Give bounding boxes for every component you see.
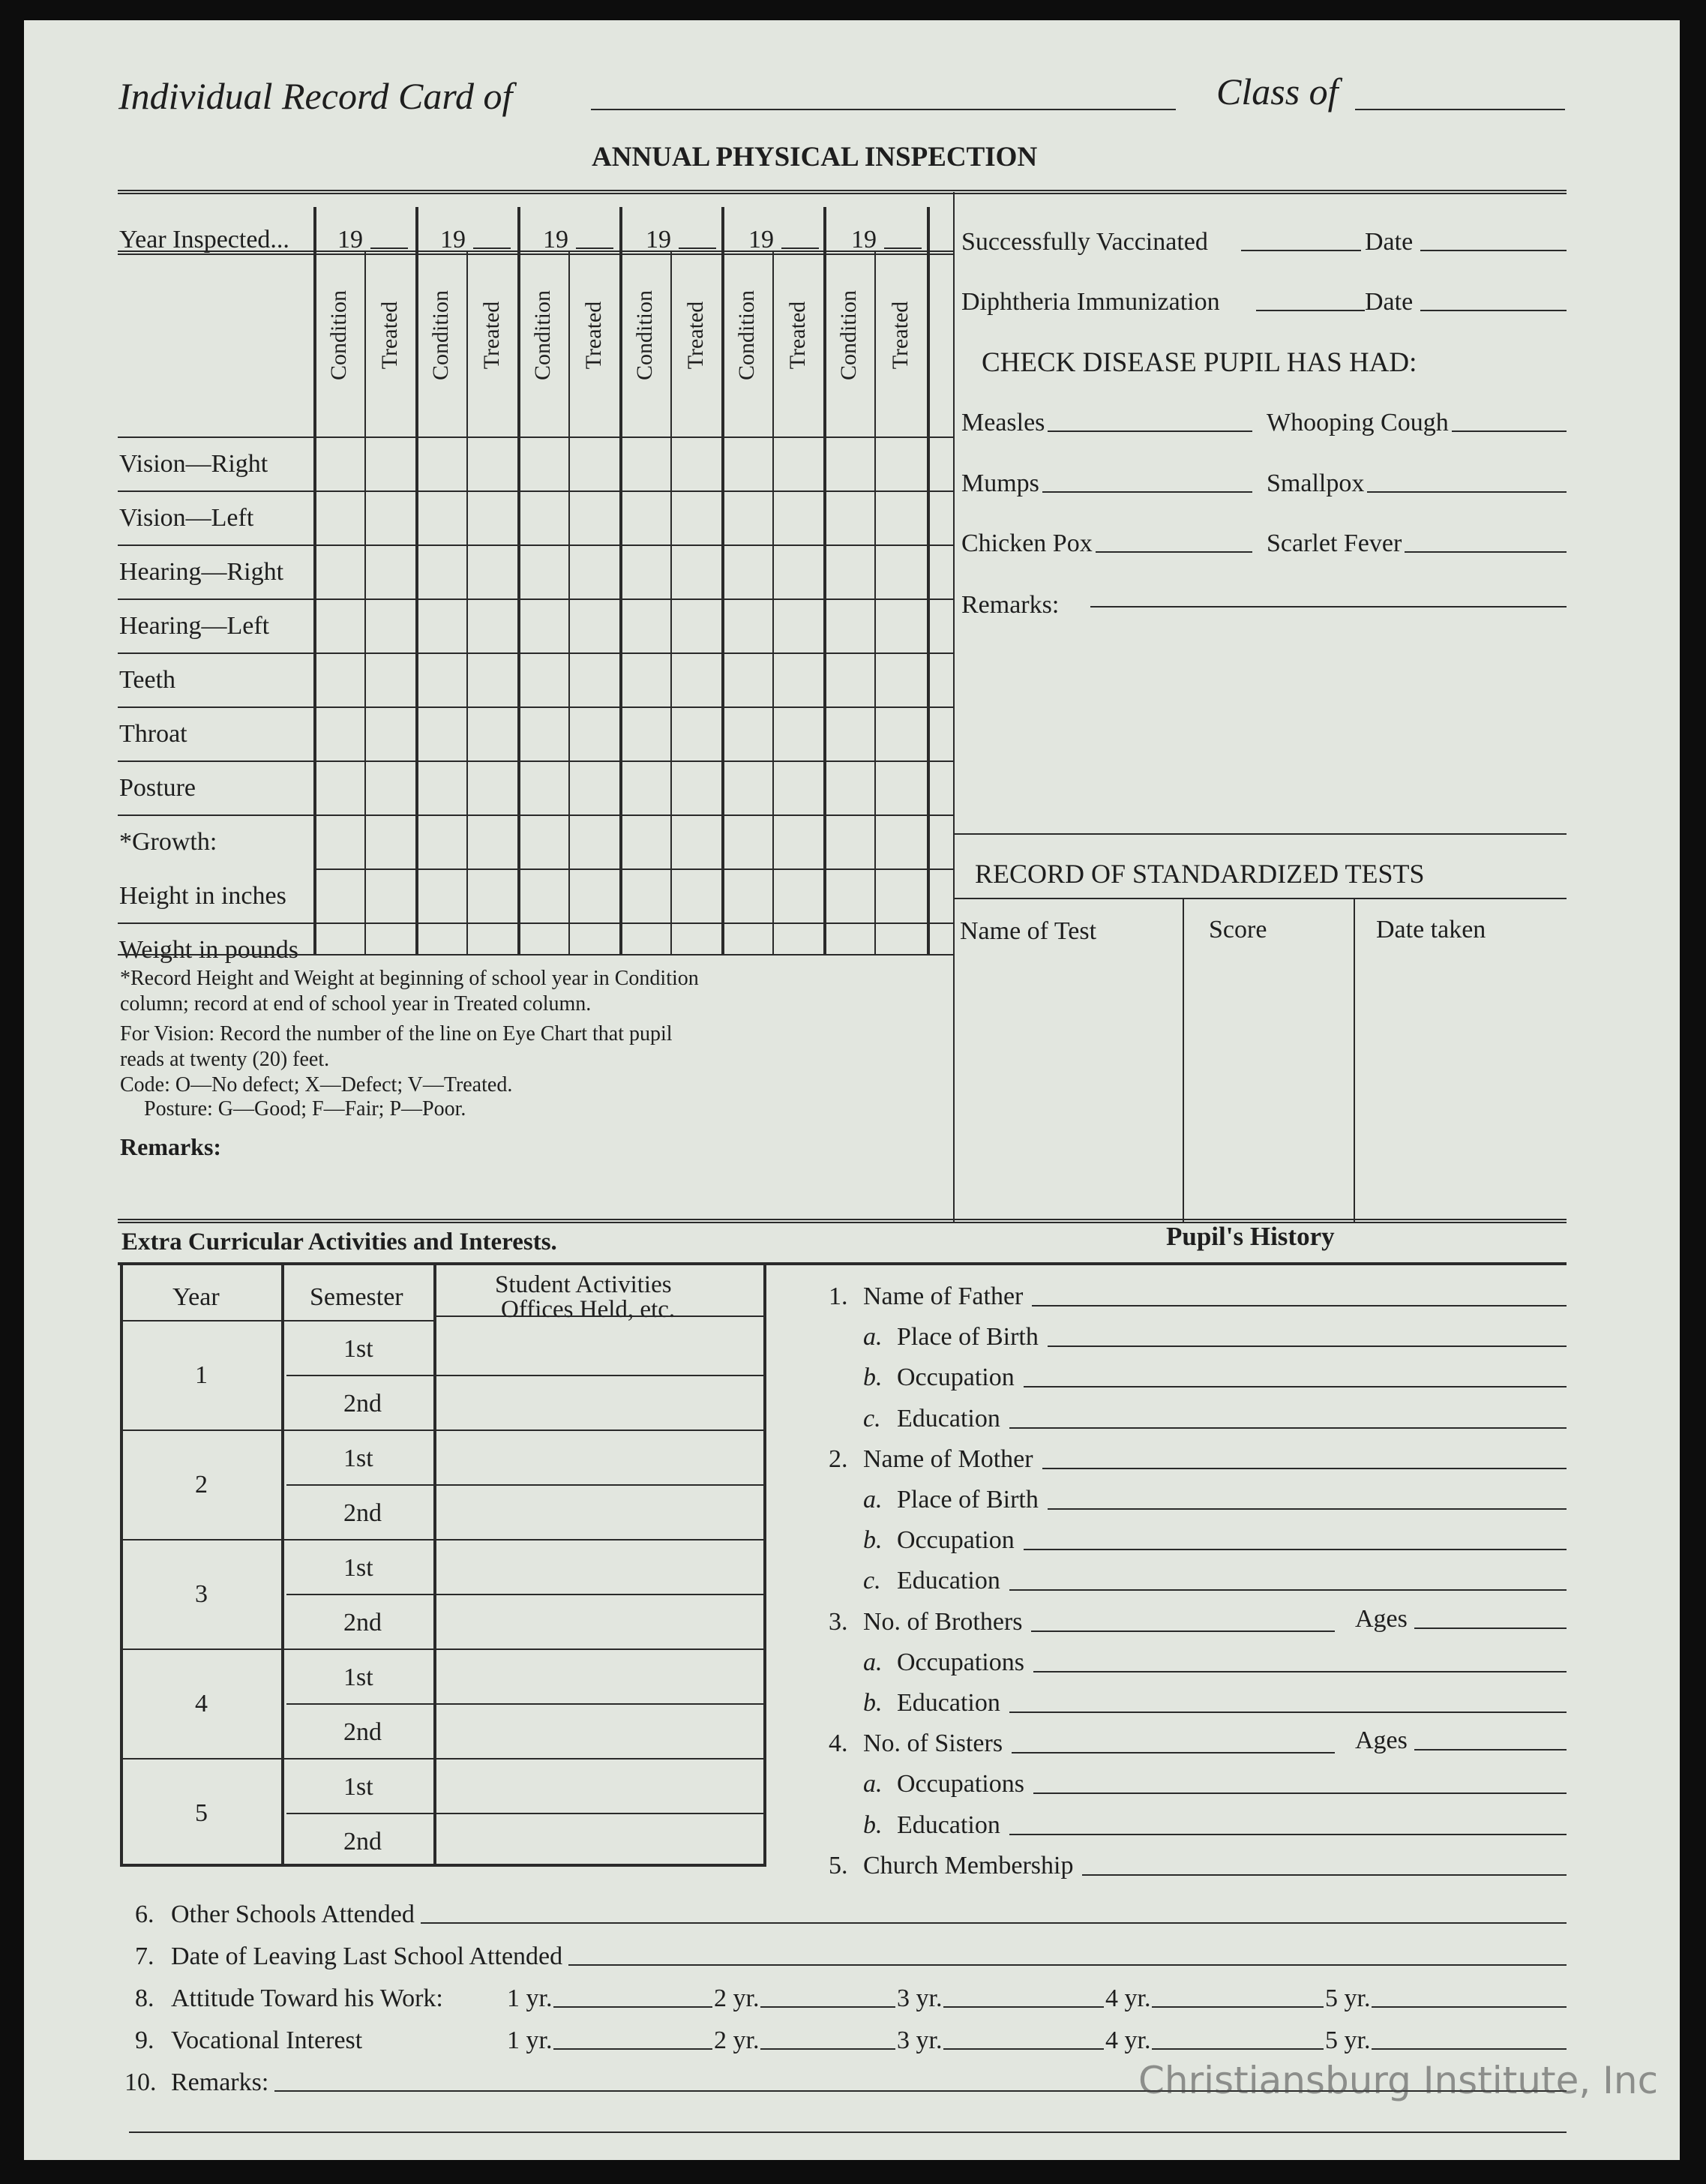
activity-row-rule [286,1375,763,1376]
bottom-item-number: 6. [135,1900,154,1928]
grid-row-line [313,868,953,870]
health-remarks-blank [1090,606,1567,608]
vaccinated-date-label: Date [1365,228,1414,256]
year-label: 19 [646,226,671,254]
disease-label: Mumps [961,470,1039,497]
year-blank [473,248,511,249]
year-slot-blank [760,2048,895,2050]
activities-col-label-1: Student Activities [495,1271,672,1298]
year-slot-label: 5 yr. [1325,2026,1371,2054]
history-item-number: a. [863,1486,883,1514]
activities-col-year: Year [172,1283,220,1311]
grid-row-line [118,490,953,492]
year-slot-blank [760,2006,895,2008]
activity-year-label: 1 [195,1361,208,1389]
year-label: 19 [440,226,466,254]
tests-col-name: Name of Test [960,917,1097,945]
activities-col-label-2: Offices Held, etc. [501,1296,676,1323]
year-slot-blank [1152,2006,1324,2008]
condition-col-header: Condition [530,290,555,381]
disease-label: Smallpox [1267,470,1365,497]
grid-column-line [517,207,520,954]
class-blank-line [1355,109,1565,110]
disease-blank [1048,430,1252,432]
history-blank [1009,1712,1567,1713]
history-ages-blank [1414,1749,1567,1750]
activities-header-rule [436,1316,763,1317]
inspection-row-label: Vision—Left [119,504,254,532]
vaccinated-blank [1241,250,1361,251]
tests-col-divider-2 [1354,898,1355,1222]
activity-semester-label: 2nd [343,1828,382,1856]
condition-col-header: Condition [326,290,351,381]
health-remarks-label: Remarks: [961,591,1060,619]
year-slot-label: 1 yr. [507,1984,553,2012]
inspection-row-label: Hearing—Right [119,558,284,586]
history-item-label: Occupation [897,1364,1015,1391]
grid-column-line [823,207,826,954]
history-item-label: Education [897,1689,1000,1717]
year-slot-label: 3 yr. [897,1984,943,2012]
history-ages-blank [1414,1628,1567,1629]
disease-blank [1367,491,1567,493]
check-disease-heading: CHECK DISEASE PUPIL HAS HAD: [982,347,1417,378]
grid-row-line [118,814,953,816]
treated-col-header: Treated [581,301,606,370]
diphtheria-label: Diphtheria Immunization [961,288,1220,316]
activity-semester-label: 1st [343,1335,373,1363]
bottom-item-blank [421,1922,1567,1924]
activities-col-divider-1 [281,1262,284,1865]
grid-column-line [874,250,876,954]
bottom-item-label: Other Schools Attended [171,1900,415,1928]
activity-semester-label: 2nd [343,1499,382,1527]
history-ages-label: Ages [1355,1726,1408,1754]
activities-col-semester: Semester [310,1283,403,1311]
history-blank [1082,1874,1567,1876]
grid-column-line [364,250,366,954]
activity-semester-label: 1st [343,1554,373,1582]
year-label: 19 [851,226,877,254]
history-blank [1024,1386,1567,1388]
history-item-number: 4. [829,1730,848,1757]
tests-top-rule [953,833,1567,835]
inspection-note-line: Posture: G—Good; F—Fair; P—Poor. [144,1097,466,1120]
tests-col-divider-1 [1183,898,1184,1222]
activities-header-rule [120,1320,281,1322]
year-slot-label: 4 yr. [1105,1984,1151,2012]
grid-column-line [927,207,930,954]
condition-col-header: Condition [836,290,861,381]
disease-blank [1452,430,1567,432]
grid-column-line [619,207,622,954]
bottom-item-number: 10. [124,2068,157,2096]
year-slot-label: 2 yr. [714,2026,760,2054]
treated-col-header: Treated [377,301,402,370]
activity-semester-label: 2nd [343,1609,382,1636]
remarks-extra-line [129,2132,1567,2133]
history-blank [1042,1468,1567,1469]
grid-row-line [118,436,953,438]
history-item-number: b. [863,1811,883,1839]
history-blank [1009,1589,1567,1591]
activity-semester-label: 1st [343,1664,373,1691]
activity-semester-label: 2nd [343,1718,382,1746]
diphtheria-date-blank [1420,310,1567,311]
bottom-item-label: Attitude Toward his Work: [171,1984,443,2012]
record-card [24,20,1680,2160]
history-item-label: Place of Birth [897,1486,1039,1514]
vaccinated-label: Successfully Vaccinated [961,228,1208,256]
disease-blank [1042,491,1252,493]
diphtheria-date-label: Date [1365,288,1414,316]
year-slot-blank [1372,2006,1567,2008]
activity-year-label: 4 [195,1690,208,1718]
year-blank [679,248,716,249]
year-label: 19 [748,226,774,254]
class-of-label: Class of [1216,70,1339,112]
history-item-number: a. [863,1770,883,1798]
history-blank [1048,1346,1567,1347]
activities-heading: Extra Curricular Activities and Interests. [121,1228,557,1256]
history-item-number: 5. [829,1852,848,1880]
treated-col-header: Treated [479,301,504,370]
year-slot-blank [553,2048,712,2050]
year-slot-blank [1152,2048,1324,2050]
year-blank [576,248,613,249]
history-blank [1033,1671,1567,1672]
treated-col-header: Treated [683,301,708,370]
condition-col-header: Condition [428,290,453,381]
inspection-note-line: For Vision: Record the number of the line on Eye Chart that pupil [120,1022,673,1046]
year-blank [781,248,819,249]
grid-column-line [670,250,672,954]
year-slot-blank [943,2006,1104,2008]
inspection-note-line: column; record at end of school year in Treated column. [120,992,592,1016]
mid-double-rule [118,1219,1567,1223]
grid-column-line [415,207,418,954]
history-item-number: b. [863,1526,883,1554]
year-slot-label: 2 yr. [714,1984,760,2012]
inspection-remarks-label: Remarks: [120,1133,222,1160]
inspection-subtitle: ANNUAL PHYSICAL INSPECTION [592,142,1038,172]
inspection-row-label: Hearing—Left [119,612,270,640]
activity-year-label: 3 [195,1580,208,1608]
year-slot-blank [1372,2048,1567,2050]
name-blank-line [591,109,1176,110]
grid-row-line [118,544,953,546]
activity-row-rule [286,1703,763,1705]
disease-label: Scarlet Fever [1267,530,1402,557]
history-item-number: c. [863,1567,881,1594]
inspection-note-line: *Record Height and Weight at beginning of school year in Condition [120,967,699,990]
history-item-label: No. of Sisters [863,1730,1003,1757]
activity-row-rule [286,1484,763,1486]
history-item-number: b. [863,1364,883,1391]
activity-row-rule [120,1758,763,1760]
history-item-label: No. of Brothers [863,1608,1023,1636]
history-item-label: Education [897,1405,1000,1432]
history-blank [1048,1508,1567,1510]
history-item-label: Church Membership [863,1852,1074,1880]
activity-row-rule [120,1430,763,1431]
year-slot-label: 4 yr. [1105,2026,1151,2054]
disease-blank [1405,551,1567,553]
history-heading: Pupil's History [1166,1222,1335,1251]
year-label: 19 [543,226,568,254]
activity-year-label: 5 [195,1799,208,1827]
bottom-item-number: 9. [135,2026,154,2054]
tests-header-rule [953,898,1567,899]
grid-row-line [118,598,953,600]
top-double-rule [118,190,1567,194]
grid-column-line [721,207,724,954]
year-label: 19 [337,226,363,254]
year-blank [884,248,922,249]
activities-top-rule [118,1262,1567,1265]
inspection-row-label: Posture [119,774,196,802]
condition-col-header: Condition [734,290,759,381]
grid-row-line [118,922,953,924]
inspection-note-line: reads at twenty (20) feet. [120,1048,330,1071]
disease-label: Chicken Pox [961,530,1093,557]
activity-row-rule [286,1813,763,1814]
inspection-row-label: Weight in pounds [119,936,299,964]
history-item-label: Occupations [897,1770,1024,1798]
inspection-note-line: Code: O—No defect; X—Defect; V—Treated. [120,1073,513,1096]
year-slot-label: 1 yr. [507,2026,553,2054]
history-blank [1032,1305,1567,1306]
grid-row-line [118,706,953,708]
activity-semester-label: 1st [343,1444,373,1472]
grid-row-line [118,652,953,654]
bottom-item-label: Vocational Interest [171,2026,363,2054]
activities-left-border [120,1262,123,1865]
table-bottom-rule [118,954,953,956]
history-item-number: b. [863,1689,883,1717]
tests-col-date: Date taken [1376,916,1486,944]
activities-col-divider-2 [433,1262,436,1865]
tests-col-score: Score [1209,916,1267,944]
bottom-item-label: Date of Leaving Last School Attended [171,1942,563,1970]
history-blank [1009,1834,1567,1835]
year-slot-label: 3 yr. [897,2026,943,2054]
history-item-label: Name of Father [863,1282,1024,1310]
activity-row-rule [120,1648,763,1650]
year-slot-blank [943,2048,1104,2050]
year-inspected-label: Year Inspected... [119,226,289,254]
disease-label: Measles [961,409,1045,436]
history-blank [1024,1549,1567,1550]
history-item-number: a. [863,1648,883,1676]
condition-col-header: Condition [632,290,657,381]
year-blank [370,248,408,249]
activity-year-label: 2 [195,1471,208,1498]
disease-blank [1096,551,1252,553]
card-title: Individual Record Card of [118,75,513,117]
history-ages-label: Ages [1355,1605,1408,1633]
bottom-item-number: 8. [135,1984,154,2012]
diphtheria-blank [1256,310,1365,311]
year-row-rule [118,250,953,255]
activity-row-rule [120,1539,763,1540]
watermark-text: Christiansburg Institute, Inc [1138,2059,1659,2102]
activity-row-rule [286,1594,763,1595]
history-item-number: c. [863,1405,881,1432]
inspection-row-label: Height in inches [119,882,286,910]
history-item-number: 1. [829,1282,848,1310]
bottom-item-blank [568,1964,1567,1966]
history-blank [1012,1752,1335,1754]
history-item-label: Education [897,1811,1000,1839]
history-item-number: 2. [829,1445,848,1473]
history-blank [1009,1427,1567,1429]
grid-row-line [118,760,953,762]
history-item-number: 3. [829,1608,848,1636]
grid-column-line [313,207,316,954]
bottom-item-label: Remarks: [171,2068,269,2096]
inspection-row-label: Throat [119,720,187,748]
history-item-label: Place of Birth [897,1323,1039,1351]
history-item-label: Education [897,1567,1000,1594]
year-slot-blank [553,2006,712,2008]
history-item-label: Occupation [897,1526,1015,1554]
grid-column-line [772,250,774,954]
inspection-row-label: Vision—Right [119,450,268,478]
inspection-row-label: *Growth: [119,828,217,856]
activities-right-border [763,1262,766,1865]
inspection-row-label: Teeth [119,666,176,694]
disease-label: Whooping Cough [1267,409,1449,436]
vaccinated-date-blank [1420,250,1567,251]
activity-semester-label: 1st [343,1773,373,1801]
history-item-label: Name of Mother [863,1445,1033,1473]
history-blank [1033,1792,1567,1794]
year-slot-label: 5 yr. [1325,1984,1371,2012]
activities-bottom-rule [120,1864,766,1867]
grid-column-line [466,250,468,954]
history-item-number: a. [863,1323,883,1351]
activity-semester-label: 2nd [343,1390,382,1418]
grid-column-line [568,250,570,954]
history-item-label: Occupations [897,1648,1024,1676]
activities-header-rule [281,1320,433,1322]
bottom-item-number: 7. [135,1942,154,1970]
history-blank [1031,1630,1335,1632]
treated-col-header: Treated [785,301,810,370]
treated-col-header: Treated [888,301,913,370]
middle-divider [953,192,955,1222]
tests-heading: RECORD OF STANDARDIZED TESTS [975,859,1425,889]
